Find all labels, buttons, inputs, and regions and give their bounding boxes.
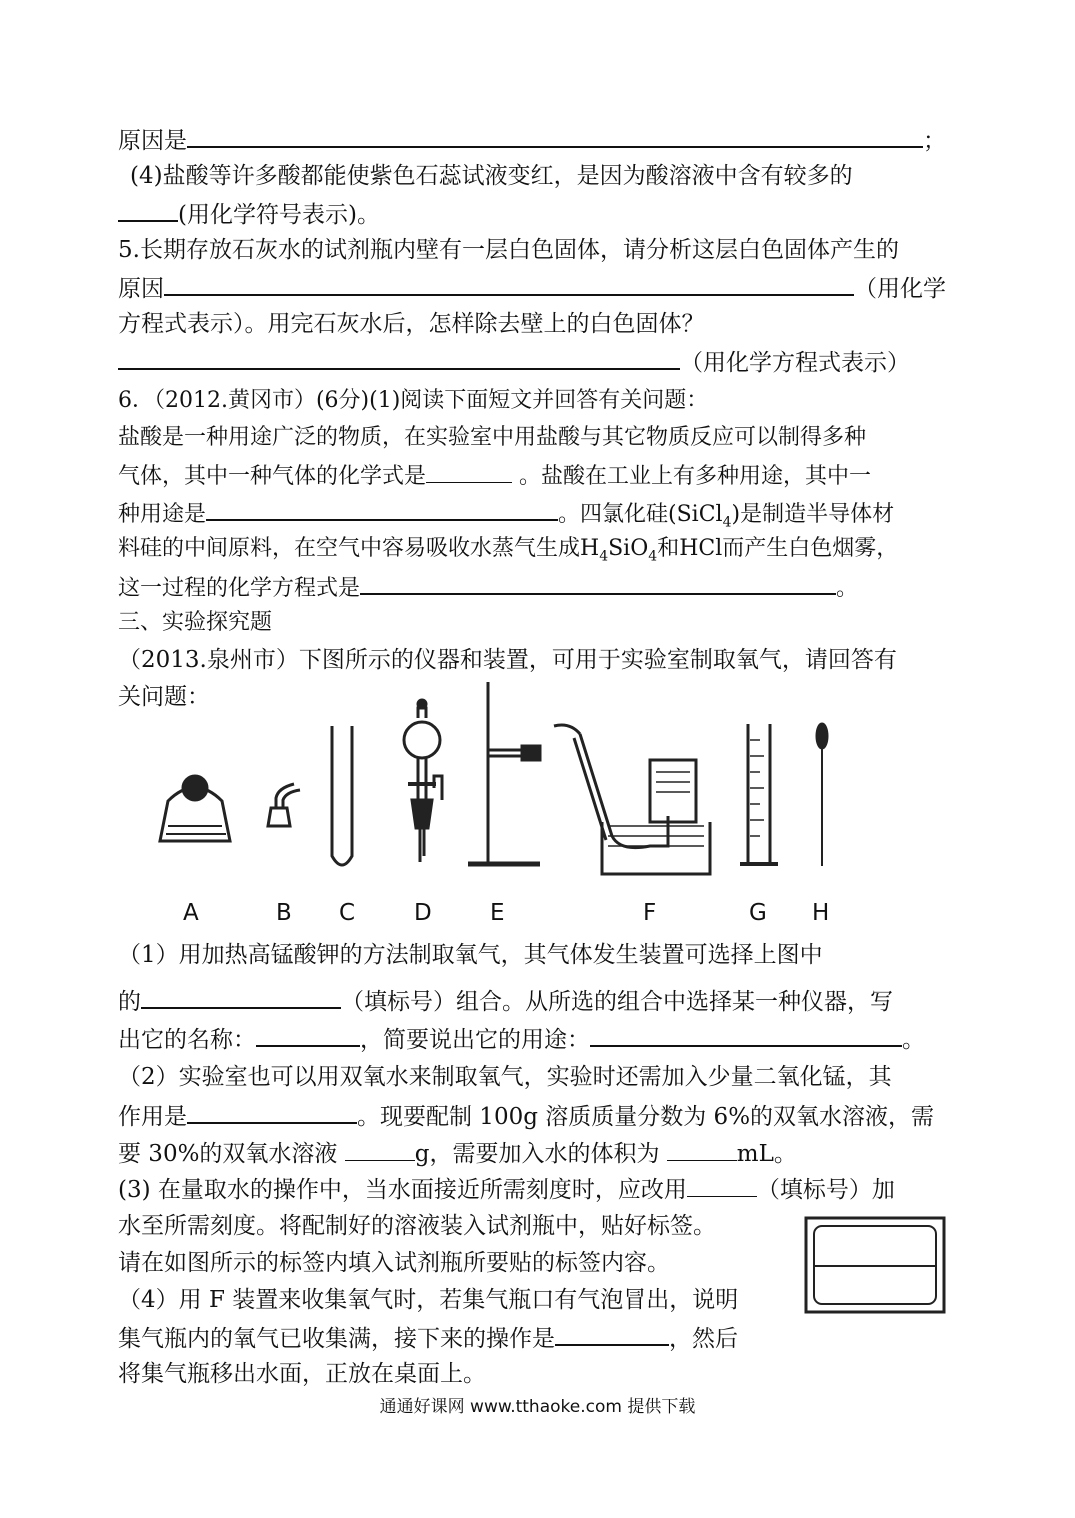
answer-blank[interactable] xyxy=(164,272,854,296)
apparatus-label-c: C xyxy=(339,900,356,926)
answer-blank[interactable] xyxy=(118,198,178,222)
line-4: 5.长期存放石灰水的试剂瓶内壁有一层白色固体，请分析这层白色固体产生的 xyxy=(118,237,899,263)
line-24: 水至所需刻度。将配制好的溶液装入试剂瓶中，贴好标签。 xyxy=(118,1213,716,1239)
line-8: 6．（2012.黄冈市）(6分)(1)阅读下面短文并回答有关问题： xyxy=(118,388,709,413)
answer-blank[interactable] xyxy=(426,460,512,483)
line-17: （1）用加热高锰酸钾的方法制取氧气，其气体发生装置可选择上图中 xyxy=(118,942,823,968)
section-heading: 三、实验探究题 xyxy=(118,610,273,635)
line-11: 种用途是 。四氯化硅(SiCl$_4$)是制造半导体材 xyxy=(118,497,894,537)
line-22: 要 30%的双氧水溶液 g，需要加入水的体积为 mL。 xyxy=(118,1138,797,1169)
apparatus-label-f: F xyxy=(643,900,657,926)
line-15: （2013.泉州市）下图所示的仪器和装置，可用于实验室制取氧气，请回答有 xyxy=(118,647,897,673)
line-26: （4）用 F 装置来收集氧气时，若集气瓶口有气泡冒出，说明 xyxy=(118,1287,739,1313)
answer-blank[interactable] xyxy=(256,1023,360,1047)
answer-blank[interactable] xyxy=(187,124,923,148)
line-19: 出它的名称： ，简要说出它的用途： 。 xyxy=(118,1023,925,1055)
line-1: 原因是 ； xyxy=(118,124,946,156)
line-6: 方程式表示）。用完石灰水后，怎样除去壁上的白色固体？ xyxy=(118,311,705,337)
line-2: (4)盐酸等许多酸都能使紫色石蕊试液变红，是因为酸溶液中含有较多的 xyxy=(130,163,853,189)
apparatus-label-e: E xyxy=(490,900,505,926)
line-13: 这一过程的化学方程式是 。 xyxy=(118,571,858,604)
answer-blank[interactable] xyxy=(187,1100,357,1124)
apparatus-label-h: H xyxy=(812,900,830,926)
answer-blank[interactable] xyxy=(687,1174,757,1197)
line-21: 作用是 。现要配制 100g 溶质质量分数为 6%的双氧水溶液，需 xyxy=(118,1100,934,1132)
answer-blank[interactable] xyxy=(206,497,558,521)
line-3: (用化学符号表示)。 xyxy=(118,198,380,230)
line-28: 将集气瓶移出水面，正放在桌面上。 xyxy=(118,1361,486,1387)
apparatus-label-d: D xyxy=(414,900,432,926)
apparatus-figure xyxy=(150,676,850,896)
line-5: 原因 （用化学 xyxy=(118,272,946,304)
line-25: 请在如图所示的标签内填入试剂瓶所要贴的标签内容。 xyxy=(118,1250,670,1276)
line-10: 气体，其中一种气体的化学式是 。盐酸在工业上有多种用途，其中一 xyxy=(118,460,871,492)
answer-blank[interactable] xyxy=(141,985,341,1009)
answer-blank[interactable] xyxy=(345,1138,415,1161)
line-23: (3) 在量取水的操作中，当水面接近所需刻度时，应改用 （填标号）加 xyxy=(118,1174,895,1205)
line-20: （2）实验室也可以用双氧水来制取氧气，实验时还需加入少量二氧化锰，其 xyxy=(118,1064,892,1090)
line-7: （用化学方程式表示） xyxy=(118,346,910,378)
answer-blank[interactable] xyxy=(118,346,680,370)
line-27: 集气瓶内的氧气已收集满，接下来的操作是 ，然后 xyxy=(118,1322,738,1354)
apparatus-label-b: B xyxy=(276,900,292,926)
apparatus-label-a: A xyxy=(183,900,199,926)
line-12: 料硅的中间原料，在空气中容易吸收水蒸气生成$H_4SiO_4$和HCl而产生白色烟雾， xyxy=(118,536,899,565)
line-9: 盐酸是一种用途广泛的物质，在实验室中用盐酸与其它物质反应可以制得多种 xyxy=(118,425,867,450)
answer-blank[interactable] xyxy=(555,1322,669,1346)
line-16: 关问题： xyxy=(118,684,210,710)
reagent-label-box[interactable] xyxy=(804,1216,946,1314)
answer-blank[interactable] xyxy=(667,1138,737,1161)
apparatus-label-g: G xyxy=(749,900,767,926)
page-footer: 通通好课网 www.tthaoke.com 提供下载 xyxy=(379,1397,696,1417)
answer-blank[interactable] xyxy=(360,571,836,595)
line-18: 的 （填标号）组合。从所选的组合中选择某一种仪器，写 xyxy=(118,985,893,1017)
answer-blank[interactable] xyxy=(590,1023,902,1047)
